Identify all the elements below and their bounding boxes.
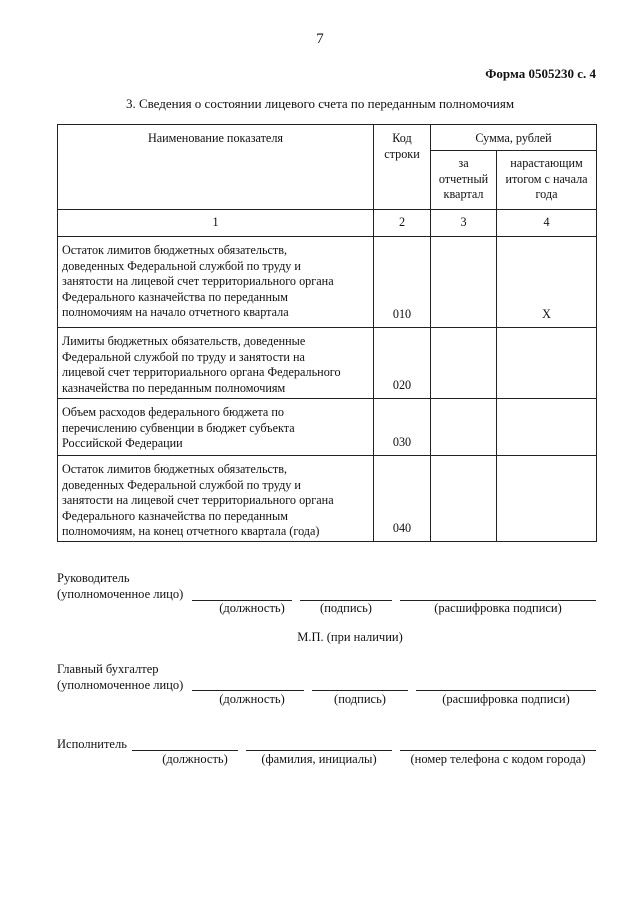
accountant-authorized-label: (уполномоченное лицо) — [57, 678, 184, 692]
header-row-code: Код строки — [374, 125, 431, 210]
executor-phone-caption: (номер телефона с кодом города) — [410, 752, 586, 766]
head-position-caption: (должность) — [219, 601, 285, 615]
indicator-name: Остаток лимитов бюджетных обязательств, доведенных Федеральной службой по труду и занятости на лицевой счет территориального органа Федерального казначейства по переданным полномочиям на начало отчетного квартала — [58, 237, 374, 328]
cumulative-value[interactable] — [497, 456, 597, 542]
cumulative-value[interactable] — [497, 328, 597, 399]
head-authorized-label: (уполномоченное лицо) — [57, 587, 184, 601]
column-number: 1 — [58, 210, 374, 237]
head-signature-caption: (подпись) — [320, 601, 372, 615]
account-status-table — [57, 124, 597, 542]
header-reporting-quarter: за отчетный квартал — [431, 151, 497, 210]
column-number: 2 — [374, 210, 431, 237]
indicator-name: Лимиты бюджетных обязательств, доведенные Федеральной службой по труду и занятости на лицевой счет территориального органа Федерального казначейства по переданным полномочиям — [58, 328, 374, 399]
row-code: 010 — [374, 237, 431, 328]
row-code: 040 — [374, 456, 431, 542]
accountant-decoding-line[interactable] — [416, 690, 596, 691]
column-number: 3 — [431, 210, 497, 237]
row-code: 020 — [374, 328, 431, 399]
indicator-name: Остаток лимитов бюджетных обязательств, доведенных Федеральной службой по труду и занятости на лицевой счет территориального органа Федерального казначейства по переданным полномочиям, на конец отчетного квартала (года) — [58, 456, 374, 542]
header-sum: Сумма, рублей — [431, 125, 597, 151]
executor-name-caption: (фамилия, инициалы) — [261, 752, 377, 766]
table-row — [58, 237, 597, 328]
header-row — [58, 125, 597, 151]
stamp-note: М.П. (при наличии) — [297, 630, 403, 644]
accountant-label: Главный бухгалтер — [57, 662, 159, 676]
header-cumulative: нарастающим итогом с начала года — [497, 151, 597, 210]
section-title: 3. Сведения о состоянии лицевого счета по переданным полномочиям — [125, 96, 515, 111]
reporting-quarter-value[interactable] — [431, 237, 497, 328]
executor-phone-line[interactable] — [400, 750, 596, 751]
indicator-name: Объем расходов федерального бюджета по перечислению субвенции в бюджет субъекта Российской Федерации — [58, 399, 374, 456]
column-number: 4 — [497, 210, 597, 237]
form-reference: Форма 0505230 с. 4 — [485, 66, 596, 81]
table-row — [58, 456, 597, 542]
executor-position-caption: (должность) — [162, 752, 228, 766]
cumulative-value[interactable]: X — [497, 237, 597, 328]
page-number: 7 — [316, 31, 324, 47]
accountant-signature-line[interactable] — [312, 690, 408, 691]
accountant-position-line[interactable] — [192, 690, 304, 691]
column-numbers-row — [58, 210, 597, 237]
executor-label: Исполнитель — [57, 737, 127, 751]
accountant-position-caption: (должность) — [219, 692, 285, 706]
executor-position-line[interactable] — [132, 750, 238, 751]
table-row — [58, 328, 597, 399]
reporting-quarter-value[interactable] — [431, 328, 497, 399]
reporting-quarter-value[interactable] — [431, 456, 497, 542]
executor-name-line[interactable] — [246, 750, 392, 751]
table-row — [58, 399, 597, 456]
header-indicator-name: Наименование показателя — [58, 125, 374, 210]
accountant-signature-caption: (подпись) — [334, 692, 386, 706]
accountant-decoding-caption: (расшифровка подписи) — [442, 692, 570, 706]
row-code: 030 — [374, 399, 431, 456]
reporting-quarter-value[interactable] — [431, 399, 497, 456]
head-decoding-caption: (расшифровка подписи) — [434, 601, 562, 615]
cumulative-value[interactable] — [497, 399, 597, 456]
head-label: Руководитель — [57, 571, 130, 585]
